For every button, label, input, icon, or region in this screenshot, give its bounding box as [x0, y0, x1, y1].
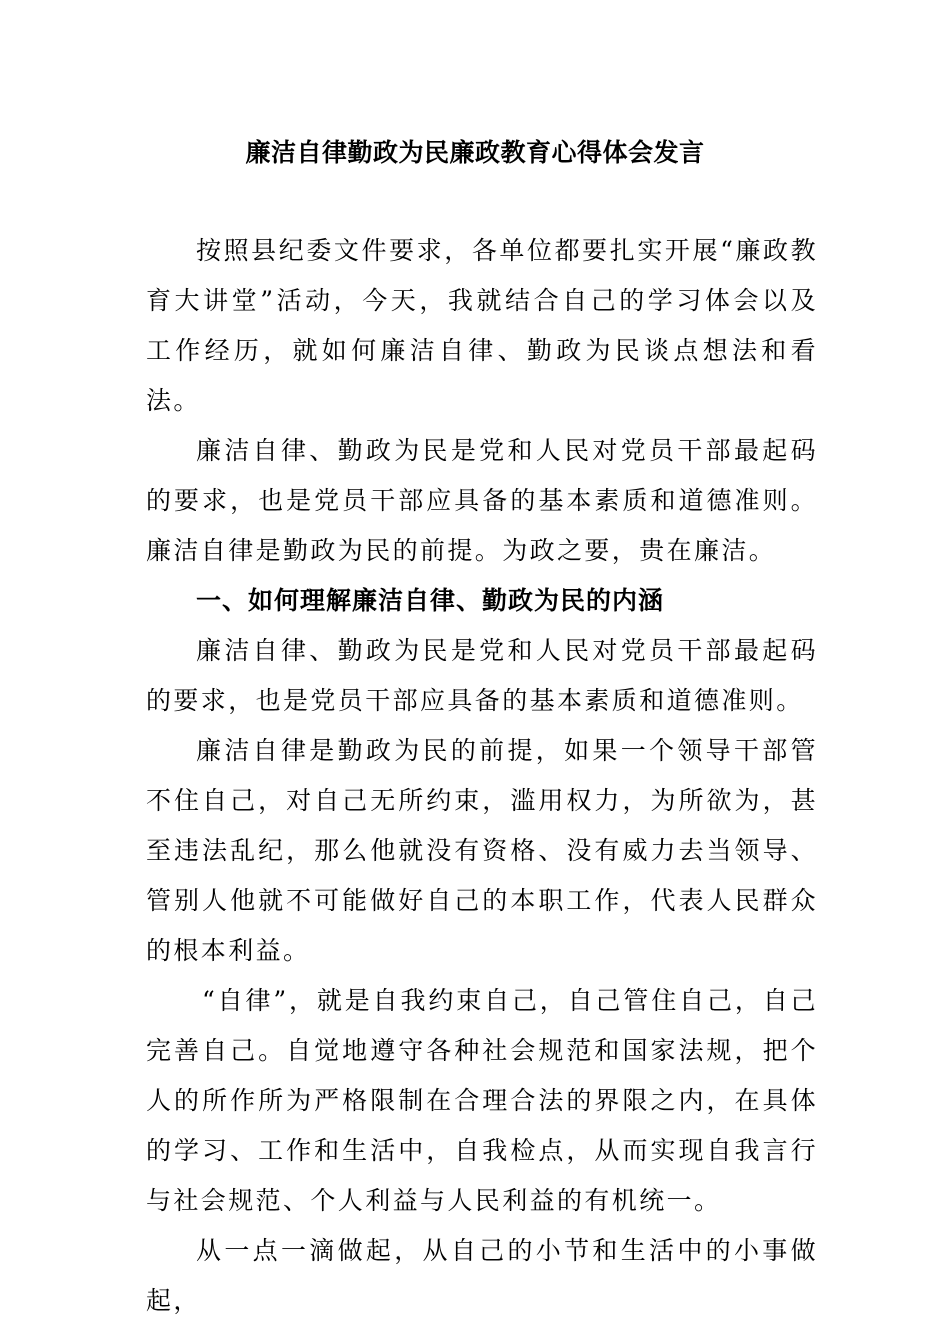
- paragraph-definition: 廉洁自律、勤政为民是党和人民对党员干部最起码的要求，也是党员干部应具备的基本素质和道德准则。: [146, 636, 818, 715]
- paragraph-self-discipline: “自律”，就是自我约束自己，自己管住自己，自己完善自己。自觉地遵守各种社会规范和国家法规，把个人的所作所为严格限制在合理合法的界限之内，在具体的学习、工作和生活中，自我检点，从而实现自我言行与社会规范、个人利益与人民利益的有机统一。: [146, 986, 818, 1215]
- document-body: [146, 226, 818, 1326]
- paragraph-requirement: 廉洁自律、勤政为民是党和人民对党员干部最起码的要求，也是党员干部应具备的基本素质和道德准则。廉洁自律是勤政为民的前提。为政之要，贵在廉洁。: [146, 436, 818, 565]
- section-heading-1: 一、如何理解廉洁自律、勤政为民的内涵: [196, 586, 665, 615]
- document-title: 廉洁自律勤政为民廉政教育心得体会发言: [245, 138, 705, 167]
- paragraph-intro: 按照县纪委文件要求，各单位都要扎实开展“廉政教育大讲堂”活动，今天，我就结合自己的学习体会以及工作经历，就如何廉洁自律、勤政为民谈点想法和看法。: [146, 236, 818, 415]
- paragraph-premise: 廉洁自律是勤政为民的前提，如果一个领导干部管不住自己，对自己无所约束，滥用权力，为所欲为，甚至违法乱纪，那么他就没有资格、没有威力去当领导、管别人他就不可能做好自己的本职工作，代表人民群众的根本利益。: [146, 736, 818, 965]
- paragraph-small-things: 从一点一滴做起，从自己的小节和生活中的小事做起，: [146, 1236, 818, 1315]
